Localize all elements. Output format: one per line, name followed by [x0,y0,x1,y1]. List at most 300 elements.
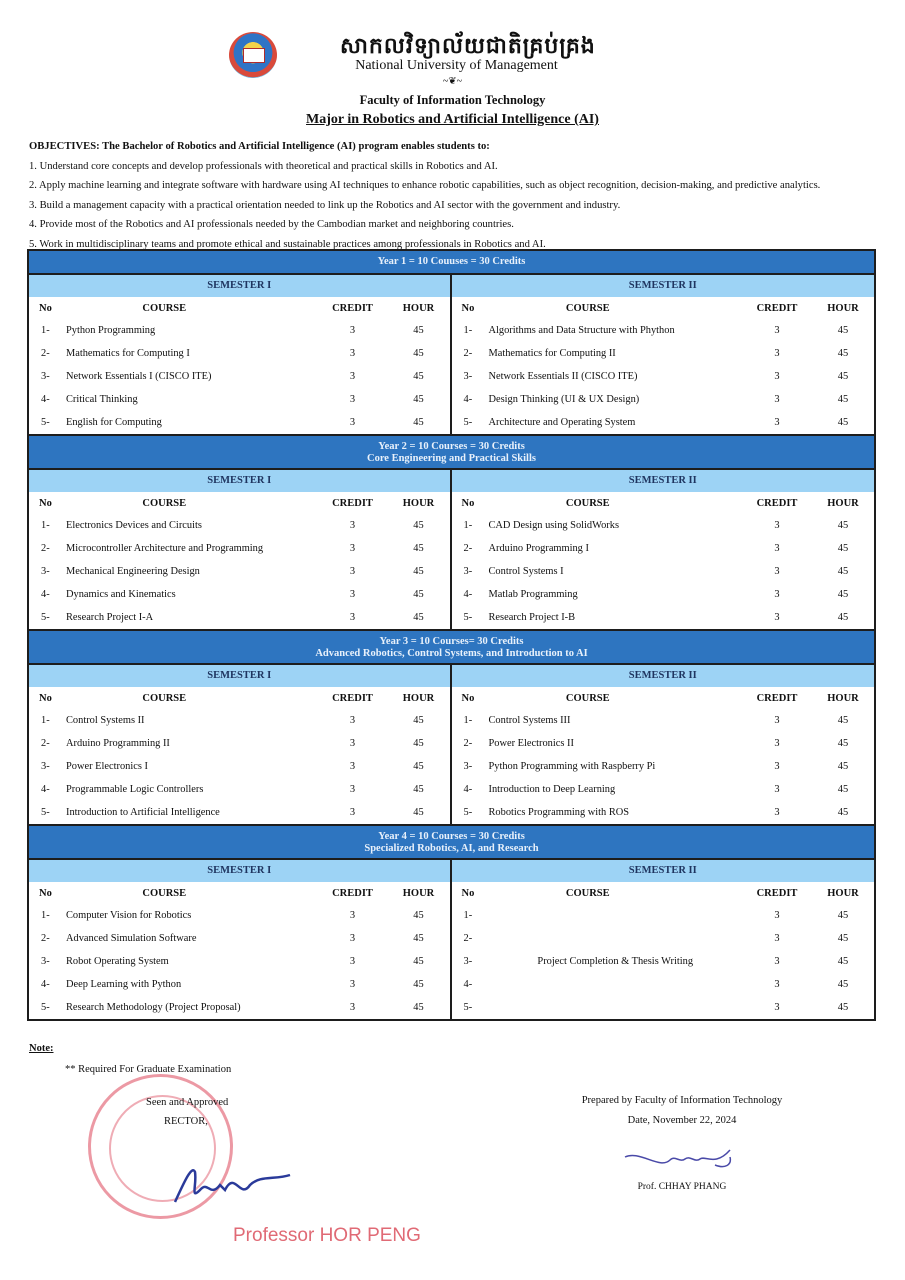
course-no: 2- [463,348,473,359]
table-row [452,365,875,388]
course-credit: 3 [774,761,780,772]
course-course: Control Systems II [66,715,145,726]
course-hour: 45 [413,1002,424,1013]
course-no: 1- [463,325,473,336]
year-subtitle: Advanced Robotics, Control Systems, and Introduction to AI [315,648,588,659]
course-credit: 3 [349,612,356,623]
table-row [452,778,875,801]
course-no: 2- [41,738,50,749]
course-credit: 3 [349,566,356,577]
course-credit: 3 [774,348,780,359]
course-hour: 45 [837,979,849,990]
university-name [0,58,905,74]
column-header-no: No [39,888,52,899]
table-row [29,537,450,560]
semester-title: SEMESTER I [29,860,450,882]
course-no: 3- [41,566,50,577]
course-hour: 45 [413,417,424,428]
year-title: Year 2 = 10 Courses = 30 Credits [378,441,525,452]
course-course: Power Electronics II [488,738,574,749]
objective-item: 1. Understand core concepts and develop professionals with theoretical and practical skills in Robotics and AI. [29,160,498,172]
year-title: Year 4 = 10 Courses = 30 Credits [378,831,525,842]
course-course: Robot Operating System [66,956,169,967]
course-course: Mathematics for Computing II [488,348,616,359]
course-course: Electronics Devices and Circuits [66,520,202,531]
year-subtitle: Specialized Robotics, AI, and Research [364,843,539,854]
course-credit: 3 [774,520,780,531]
course-credit: 3 [774,325,780,336]
course-no: 4- [463,589,473,600]
course-course: Control Systems I [488,566,564,577]
column-header-hour: HOUR [402,888,435,899]
table-row [452,583,875,606]
course-hour: 45 [837,956,849,967]
year-3-semesters [29,665,874,826]
table-row [452,388,875,411]
table-row [29,319,450,342]
course-credit: 3 [349,979,356,990]
year-1-semesters [29,275,874,436]
course-no: 1- [463,910,473,921]
course-course: CAD Design using SolidWorks [488,520,619,531]
approval-text: Seen and Approved [146,1097,229,1108]
course-list [29,319,450,434]
university-name-khmer: សាកលវិទ្យាល័យជាតិគ្រប់គ្រង [340,33,596,59]
course-credit: 3 [774,807,780,818]
course-no: 4- [463,979,473,990]
course-hour: 45 [413,807,424,818]
course-list [452,904,875,1019]
column-header-no: No [461,303,475,314]
course-credit: 3 [774,956,780,967]
course-credit: 3 [774,589,780,600]
table-row [29,996,450,1019]
year-4-semesters [29,860,874,1019]
table-row [29,560,450,583]
table-row [29,514,450,537]
table-row [452,560,875,583]
course-course: Research Project I-A [66,612,154,623]
column-headers [29,492,450,514]
course-course: Network Essentials I (CISCO ITE) [66,371,212,382]
course-hour: 45 [413,738,424,749]
course-no: 5- [41,807,50,818]
column-headers [452,492,875,514]
course-hour: 45 [413,715,424,726]
course-hour: 45 [413,933,424,944]
course-hour: 45 [837,394,849,405]
course-no: 5- [41,612,50,623]
year-1-semester-1 [29,275,452,434]
table-row [29,755,450,778]
course-no: 1- [41,910,50,921]
year-3-semester-2 [452,665,875,824]
course-no: 3- [463,761,473,772]
year-2-semester-2 [452,470,875,629]
course-course: Network Essentials II (CISCO ITE) [488,371,638,382]
column-header-no: No [461,693,475,704]
column-header-credit: CREDIT [332,888,373,899]
course-course: Power Electronics I [66,761,148,772]
year-1-header [29,251,874,275]
course-credit: 3 [774,784,780,795]
table-row [452,904,875,927]
course-course: Robotics Programming with ROS [488,807,630,818]
table-row [452,319,875,342]
column-header-hour: HOUR [402,693,435,704]
course-course: Advanced Simulation Software [66,933,197,944]
column-header-hour: HOUR [827,498,859,509]
year-3-semester-1 [29,665,452,824]
course-credit: 3 [349,1002,356,1013]
course-no: 5- [463,1002,473,1013]
table-row [452,514,875,537]
course-hour: 45 [837,417,849,428]
course-course: Design Thinking (UI & UX Design) [488,394,640,405]
course-hour: 45 [413,979,424,990]
course-no: 2- [41,543,50,554]
course-credit: 3 [774,979,780,990]
course-course [489,927,743,950]
major-title-text: Major in Robotics and Artificial Intelligence (AI) [306,112,599,127]
course-list [452,709,875,824]
course-course [489,996,743,1019]
course-no: 5- [41,417,50,428]
course-credit: 3 [349,956,356,967]
course-credit: 3 [349,417,356,428]
course-credit: 3 [349,784,356,795]
course-course: Arduino Programming I [488,543,589,554]
course-no: 3- [463,371,473,382]
table-row [29,732,450,755]
table-row [29,365,450,388]
course-hour: 45 [413,543,424,554]
course-credit: 3 [774,738,780,749]
table-row [452,755,875,778]
university-name-text: National University of Management [355,58,558,73]
table-row [452,537,875,560]
course-no: 4- [41,784,50,795]
column-header-no: No [461,498,475,509]
semester-title: SEMESTER II [452,860,875,882]
column-headers [29,687,450,709]
course-course: Programmable Logic Controllers [66,784,204,795]
table-row [29,388,450,411]
course-credit: 3 [349,394,356,405]
year-subtitle: Core Engineering and Practical Skills [367,453,536,464]
course-course [489,904,743,927]
column-headers [452,297,875,319]
course-list [29,514,450,629]
document-date: Date, November 22, 2024 [627,1115,737,1126]
course-credit: 3 [774,543,780,554]
year-4-semester-2 [452,860,875,1019]
course-course: Introduction to Deep Learning [488,784,616,795]
preparer-signature-icon [620,1145,740,1175]
prepared-by: Prepared by Faculty of Information Technology [581,1095,783,1106]
course-no: 3- [41,956,50,967]
course-hour: 45 [837,807,849,818]
course-course: Research Project I-B [488,612,576,623]
course-credit: 3 [349,543,356,554]
course-hour: 45 [413,348,424,359]
year-title: Year 3 = 10 Courses= 30 Credits [379,636,524,647]
course-no: 2- [41,348,50,359]
course-no: 1- [463,520,473,531]
course-no: 3- [41,371,50,382]
course-credit: 3 [349,325,356,336]
course-no: 4- [41,394,50,405]
course-no: 2- [463,933,473,944]
course-credit: 3 [349,589,356,600]
course-hour: 45 [837,371,849,382]
column-header-credit: CREDIT [332,693,373,704]
course-course: Dynamics and Kinematics [66,589,176,600]
table-row [29,606,450,629]
course-no: 2- [41,933,50,944]
course-course [489,973,743,996]
rector-signature-icon [170,1160,300,1210]
course-course: Python Programming with Raspberry Pi [488,761,656,772]
column-header-hour: HOUR [827,303,859,314]
course-hour: 45 [837,543,849,554]
note-label: Note: [29,1043,54,1054]
column-header-course: COURSE [565,693,610,704]
objective-item: 5. Work in multidisciplinary teams and promote ethical and sustainable practices among professionals in Robotics and AI. [29,238,546,250]
year-4-semester-1 [29,860,452,1019]
course-credit: 3 [349,761,356,772]
course-credit: 3 [349,933,356,944]
column-header-hour: HOUR [827,888,859,899]
course-hour: 45 [413,589,424,600]
course-list [29,709,450,824]
course-course: Matlab Programming [488,589,578,600]
course-credit: 3 [774,371,780,382]
column-header-course: COURSE [142,693,187,704]
column-headers [452,687,875,709]
course-credit: 3 [349,520,356,531]
semester-title: SEMESTER I [29,275,450,297]
table-row [452,732,875,755]
table-row [29,411,450,434]
table-row [452,606,875,629]
curriculum-table [27,249,876,1021]
course-hour: 45 [837,589,849,600]
table-row [29,950,450,973]
table-row [29,778,450,801]
course-credit: 3 [349,715,356,726]
course-credit: 3 [774,910,780,921]
semester-title: SEMESTER I [29,470,450,492]
course-no: 5- [463,807,473,818]
course-hour: 45 [837,933,849,944]
year-2-header [29,436,874,470]
course-no: 5- [463,417,473,428]
course-course: Mechanical Engineering Design [66,566,200,577]
course-no: 3- [463,956,473,967]
table-row [452,973,875,996]
semester-title: SEMESTER II [452,665,875,687]
course-list [452,319,875,434]
course-hour: 45 [837,715,849,726]
column-header-course: COURSE [565,888,610,899]
table-row [29,709,450,732]
course-no: 5- [463,612,473,623]
course-hour: 45 [413,371,424,382]
year-4-header [29,826,874,860]
course-course: Research Methodology (Project Proposal) [66,1002,241,1013]
column-header-course: COURSE [142,303,187,314]
course-credit: 3 [349,910,356,921]
table-row [452,996,875,1019]
column-headers [452,882,875,904]
column-headers [29,297,450,319]
objectives-section [29,137,889,254]
note-text: ** Required For Graduate Examination [65,1064,232,1075]
rector-label: RECTOR, [164,1116,208,1127]
rector-name: Professor HOR PENG [233,1225,421,1246]
table-row [29,342,450,365]
course-hour: 45 [837,761,849,772]
table-row [29,927,450,950]
course-hour: 45 [413,325,424,336]
course-no: 3- [463,566,473,577]
major-title [0,112,905,128]
table-row [452,927,875,950]
year-2-semesters [29,470,874,631]
course-list [452,514,875,629]
course-no: 1- [463,715,473,726]
column-header-no: No [461,888,475,899]
course-hour: 45 [413,566,424,577]
course-course: Computer Vision for Robotics [66,910,192,921]
objective-item: 4. Provide most of the Robotics and AI professionals needed by the Cambodian market and neighboring countries. [29,219,514,230]
column-header-credit: CREDIT [756,888,798,899]
course-hour: 45 [837,612,849,623]
table-row [29,904,450,927]
course-no: 4- [463,784,473,795]
course-course: Microcontroller Architecture and Programming [66,543,264,554]
course-credit: 3 [774,1002,780,1013]
course-no: 5- [41,1002,50,1013]
course-course: Control Systems III [488,715,571,726]
course-hour: 45 [837,738,849,749]
column-header-course: COURSE [565,303,610,314]
course-course: Deep Learning with Python [66,979,182,990]
semester-title: SEMESTER I [29,665,450,687]
faculty-name: Faculty of Information Technology [359,93,546,107]
table-row [452,342,875,365]
course-hour: 45 [413,910,424,921]
course-course: English for Computing [66,417,162,428]
column-header-hour: HOUR [827,693,859,704]
course-course: Python Programming [66,325,156,336]
course-list [29,904,450,1019]
year-2-semester-1 [29,470,452,629]
column-header-credit: CREDIT [756,693,798,704]
column-header-credit: CREDIT [756,303,798,314]
column-header-hour: HOUR [402,303,435,314]
merged-course-cell: Project Completion & Thesis Writing [537,956,694,967]
column-header-course: COURSE [142,888,187,899]
course-credit: 3 [774,417,780,428]
column-header-credit: CREDIT [756,498,798,509]
course-no: 2- [463,543,473,554]
column-header-course: COURSE [142,498,187,509]
course-no: 4- [41,589,50,600]
table-row [452,709,875,732]
year-title: Year 1 = 10 Couuses = 30 Credits [377,256,526,267]
course-hour: 45 [837,520,849,531]
course-credit: 3 [774,715,780,726]
column-header-hour: HOUR [402,498,435,509]
table-row [29,973,450,996]
course-course: Algorithms and Data Structure with Phython [488,325,675,336]
table-row [452,411,875,434]
course-hour: 45 [837,910,849,921]
column-header-credit: CREDIT [332,498,373,509]
course-no: 4- [41,979,50,990]
year-3-header [29,631,874,665]
table-row [29,583,450,606]
course-no: 3- [41,761,50,772]
course-credit: 3 [349,348,356,359]
course-hour: 45 [837,566,849,577]
column-headers [29,882,450,904]
objectives-title: OBJECTIVES: The Bachelor of Robotics and Artificial Intelligence (AI) program enables students to: [29,141,490,152]
course-credit: 3 [774,612,780,623]
column-header-credit: CREDIT [332,303,373,314]
course-no: 1- [41,325,50,336]
course-no: 2- [463,738,473,749]
semester-title: SEMESTER II [452,275,875,297]
course-no: 1- [41,520,50,531]
course-course: Critical Thinking [66,394,138,405]
course-hour: 45 [837,1002,849,1013]
course-no: 4- [463,394,473,405]
course-hour: 45 [837,784,849,795]
course-hour: 45 [413,612,424,623]
course-hour: 45 [413,956,424,967]
column-header-no: No [39,303,52,314]
preparer-name: Prof. CHHAY PHANG [637,1182,727,1192]
table-row [452,801,875,824]
course-course: Arduino Programming II [66,738,170,749]
year-1-semester-2 [452,275,875,434]
column-header-course: COURSE [565,498,610,509]
course-hour: 45 [413,394,424,405]
course-hour: 45 [837,348,849,359]
course-course: Architecture and Operating System [488,417,636,428]
course-hour: 45 [413,520,424,531]
column-header-no: No [39,498,52,509]
course-credit: 3 [774,394,780,405]
objective-item: 2. Apply machine learning and integrate software with hardware using AI techniques to enhance robotic capabilities, such as object recognition, decision-making, and predictive analytics. [29,180,821,191]
course-course: Introduction to Artificial Intelligence [66,807,220,818]
course-hour: 45 [413,784,424,795]
course-credit: 3 [349,738,356,749]
course-credit: 3 [349,807,356,818]
semester-title: SEMESTER II [452,470,875,492]
table-row [29,801,450,824]
course-no: 1- [41,715,50,726]
objective-item: 3. Build a management capacity with a practical orientation needed to link up the Robotics and AI sector with the government and industry. [29,199,621,211]
course-credit: 3 [349,371,356,382]
ornament-icon: ~❦~ [442,76,463,87]
course-credit: 3 [774,933,780,944]
column-header-no: No [39,693,52,704]
course-credit: 3 [774,566,780,577]
